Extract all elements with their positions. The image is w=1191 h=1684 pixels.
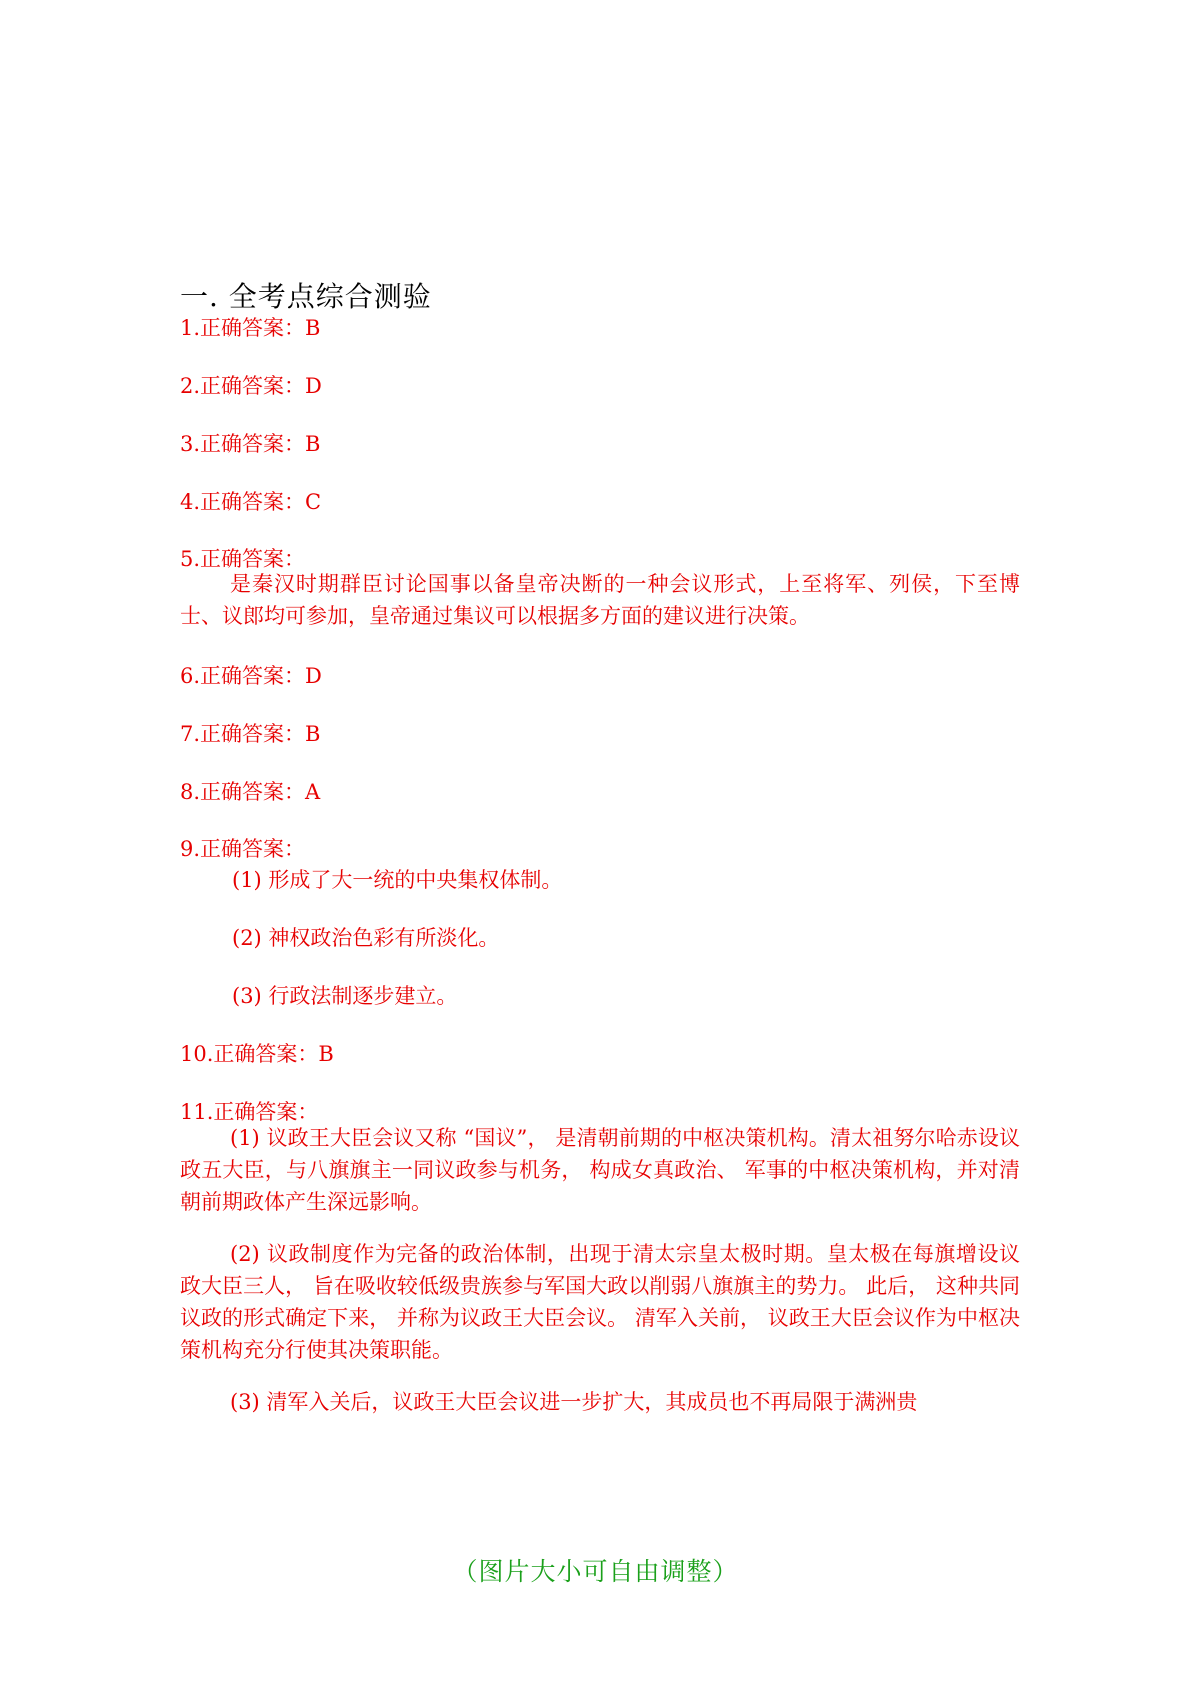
answer-1: 1.正确答案：B <box>180 316 321 340</box>
answer-9-point-2: (2) 神权政治色彩有所淡化。 <box>232 926 500 950</box>
answer-6: 6.正确答案：D <box>180 664 322 688</box>
answer-4: 4.正确答案：C <box>180 490 322 514</box>
answer-5: 5.正确答案： <box>180 547 306 571</box>
answer-3: 3.正确答案：B <box>180 432 321 456</box>
answer-7: 7.正确答案：B <box>180 722 321 746</box>
answer-9-point-3: (3) 行政法制逐步建立。 <box>232 984 458 1008</box>
answer-9: 9.正确答案： <box>180 837 306 861</box>
answer-10: 10.正确答案：B <box>180 1042 334 1066</box>
answer-5-text: 是秦汉时期群臣讨论国事以备皇帝决断的一种会议形式，上至将军、列侯，下至博士、议郎均可参加，皇帝通过集议可以根据多方面的建议进行决策。 <box>180 572 1020 628</box>
answer-11-point-3: (3) 清军入关后，议政王大臣会议进一步扩大，其成员也不再局限于满洲贵 <box>230 1390 918 1414</box>
answer-2: 2.正确答案：D <box>180 374 322 398</box>
section-heading: 一. 全考点综合测验 <box>180 280 432 313</box>
answer-11-point-1: (1) 议政王大臣会议又称 “国议”， 是清朝前期的中枢决策机构。清太祖努尔哈赤设议政五大臣，与八旗旗主一同议政参与机务， 构成女真政治、 军事的中枢决策机构，并对清朝前期政体产生深远影响。 <box>180 1126 1020 1214</box>
answer-11-point-2: (2) 议政制度作为完备的政治体制，出现于清太宗皇太极时期。皇太极在每旗增设议政大臣三人， 旨在吸收较低级贵族参与军国大政以削弱八旗旗主的势力。 此后， 这种共同议政的形式确定下来， 并称为议政王大臣会议。 清军入关前， 议政王大臣会议作为中枢决策机构充分行使其决策职能。 <box>180 1242 1020 1362</box>
answer-9-point-1: (1) 形成了大一统的中央集权体制。 <box>232 868 563 892</box>
answer-8: 8.正确答案：A <box>180 780 321 804</box>
answer-11: 11.正确答案： <box>180 1100 319 1124</box>
resize-note-footer: （图片大小可自由调整） <box>452 1557 739 1586</box>
